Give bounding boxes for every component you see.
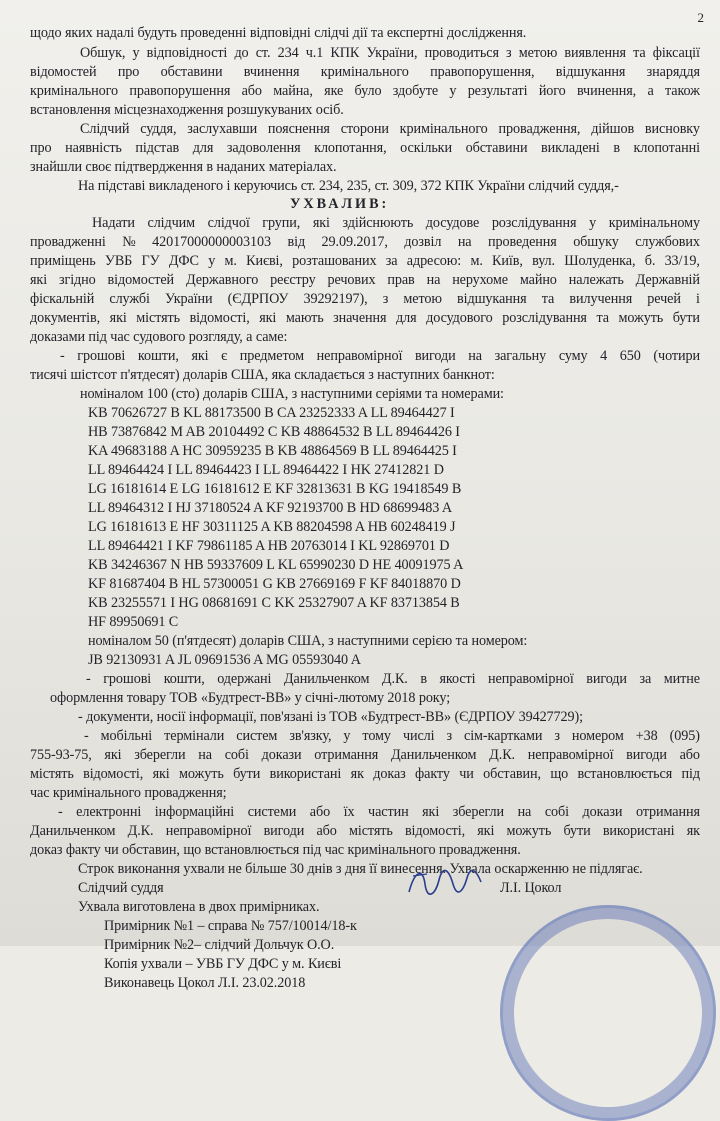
text-line: відомостей про обставини вчинення кримінального правопорушення, відшукання знаряддя bbox=[30, 64, 700, 80]
text-line: Данильченком Д.К. неправомірної вигоди або містять відомості, які можуть бути використані як bbox=[30, 823, 700, 839]
text-line: доказ факту чи обставин, що встановлюється під час кримінального провадження. bbox=[30, 842, 521, 858]
text-line: Ухвала виготовлена в двох примірниках. bbox=[78, 899, 320, 915]
text-line: номіналом 100 (сто) доларів США, з наступними серіями та номерами: bbox=[80, 386, 504, 402]
page-number: 2 bbox=[697, 10, 704, 25]
text-line: - грошові кошти, одержані Данильченком Д.К. в якості неправомірної вигоди за митне bbox=[86, 671, 700, 687]
judge-signature bbox=[405, 862, 485, 902]
text-line: Слідчий суддя bbox=[78, 880, 164, 896]
text-line: фіскальній службі України (ЄДРПОУ 39292197), з метою відшукання та вилучення речей і bbox=[30, 291, 700, 307]
text-line: час кримінального провадження; bbox=[30, 785, 227, 801]
text-line: LL 89464424 I LL 89464423 I LL 89464422 I HK 27412821 D bbox=[88, 462, 444, 478]
text-line: Примірник №1 – справа № 757/10014/18-к bbox=[104, 918, 357, 934]
text-line: LG 16181613 E HF 30311125 A KB 88204598 A HB 60248419 J bbox=[88, 519, 456, 535]
text-line: знайшли своє підтвердження в наданих матеріалах. bbox=[30, 159, 337, 175]
text-line: кримінального правопорушення або майна, яке було здобуте у результаті його вчинення, а також bbox=[30, 83, 700, 99]
text-line: щодо яких надалі будуть проведенні відповідні слідчі дії та експертні дослідження. bbox=[30, 25, 527, 41]
text-line: KF 81687404 B HL 57300051 G KB 27669169 F KF 84018870 D bbox=[88, 576, 461, 592]
text-line: - електронні інформаційні системи або їх частин які зберегли на собі докази отримання bbox=[58, 804, 700, 820]
text-line: оформлення товару ТОВ «Будтрест-ВВ» у січні-лютому 2018 року; bbox=[50, 690, 451, 706]
text-line: На підставі викладеного і керуючись ст. 234, 235, ст. 309, 372 КПК України слідчий суддя,- bbox=[78, 178, 619, 194]
text-line: провадженні № 42017000000003103 від 29.09.2017, дозвіл на проведення обшуку службових bbox=[30, 234, 700, 250]
text-line: Виконавець Цокол Л.І. 23.02.2018 bbox=[104, 975, 306, 991]
text-line: LL 89464421 I KF 79861185 A HB 20763014 I KL 92869701 D bbox=[88, 538, 450, 554]
text-line: Надати слідчим слідчої групи, які здійснюють досудове розслідування у кримінальному bbox=[92, 215, 700, 231]
text-line: які згідно відомостей Державного реєстру речових прав на нерухоме майно належать Державній bbox=[30, 272, 700, 288]
text-line: документів, які містять відомості, які мають значення для досудового розслідування та можуть бути bbox=[30, 310, 700, 326]
text-line: УХВАЛИВ: bbox=[290, 196, 390, 212]
text-line: встановлення місцезнаходження розшукуваних осіб. bbox=[30, 102, 344, 118]
text-line: містять відомості, які можуть бути використані як доказ факту чи обставин, що встановлюється під bbox=[30, 766, 700, 782]
text-line: тисячі шістсот п'ятдесят) доларів США, яка складається з наступних банкнот: bbox=[30, 367, 495, 383]
text-line: KB 34246367 N HB 59337609 L KL 65990230 D HE 40091975 A bbox=[88, 557, 464, 573]
text-line: номіналом 50 (п'ятдесят) доларів США, з наступними серією та номером: bbox=[88, 633, 528, 649]
text-line: 755-93-75, які зберегли на собі докази отримання Данильченком Д.К. неправомірної вигоди або bbox=[30, 747, 700, 763]
text-line: LL 89464312 I HJ 37180524 A KF 92193700 B HD 68699483 A bbox=[88, 500, 453, 516]
court-seal-stamp bbox=[500, 905, 716, 1121]
text-line: Строк виконання ухвали не більше 30 днів з дня її винесення. Ухвала оскарженню не підлягає. bbox=[78, 861, 643, 877]
text-line: JB 92130931 A JL 09691536 A MG 05593040 A bbox=[88, 652, 361, 668]
text-line: про наявність підстав для задоволення клопотання, оскільки обставини викладені в клопотанні bbox=[30, 140, 700, 156]
text-line: - мобільні термінали систем зв'язку, у тому числі з сім-картками з номером +38 (095) bbox=[84, 728, 700, 744]
text-line: HF 89950691 C bbox=[88, 614, 179, 630]
text-line: HB 73876842 M AB 20104492 C KB 48864532 B LL 89464426 I bbox=[88, 424, 460, 440]
text-line: - грошові кошти, які є предметом неправомірної вигоди на загальну суму 4 650 (чотири bbox=[60, 348, 700, 364]
text-line: Л.І. Цокол bbox=[500, 880, 562, 896]
text-line: приміщень УВБ ГУ ДФС у м. Києві, розташованих за адресою: м. Київ, вул. Шолуденка, б. 33/19, bbox=[30, 253, 700, 269]
text-line: Примірник №2– слідчий Дольчук О.О. bbox=[104, 937, 335, 953]
text-line: LG 16181614 E LG 16181612 E KF 32813631 B KG 19418549 B bbox=[88, 481, 462, 497]
text-line: - документи, носії інформації, пов'язані із ТОВ «Будтрест-ВВ» (ЄДРПОУ 39427729); bbox=[78, 709, 584, 725]
text-line: KA 49683188 A HC 30959235 B KB 48864569 B LL 89464425 I bbox=[88, 443, 457, 459]
text-line: Копія ухвали – УВБ ГУ ДФС у м. Києві bbox=[104, 956, 342, 972]
text-line: Слідчий суддя, заслухавши пояснення сторони кримінального провадження, дійшов висновку bbox=[80, 121, 700, 137]
text-line: Обшук, у відповідності до ст. 234 ч.1 КПК України, проводиться з метою виявлення та фіксації bbox=[80, 45, 700, 61]
text-line: KB 23255571 I HG 08681691 C KK 25327907 A KF 83713854 B bbox=[88, 595, 460, 611]
text-line: KB 70626727 B KL 88173500 B CA 23252333 A LL 89464427 I bbox=[88, 405, 455, 421]
text-line: доказами під час судового розгляду, а саме: bbox=[30, 329, 288, 345]
